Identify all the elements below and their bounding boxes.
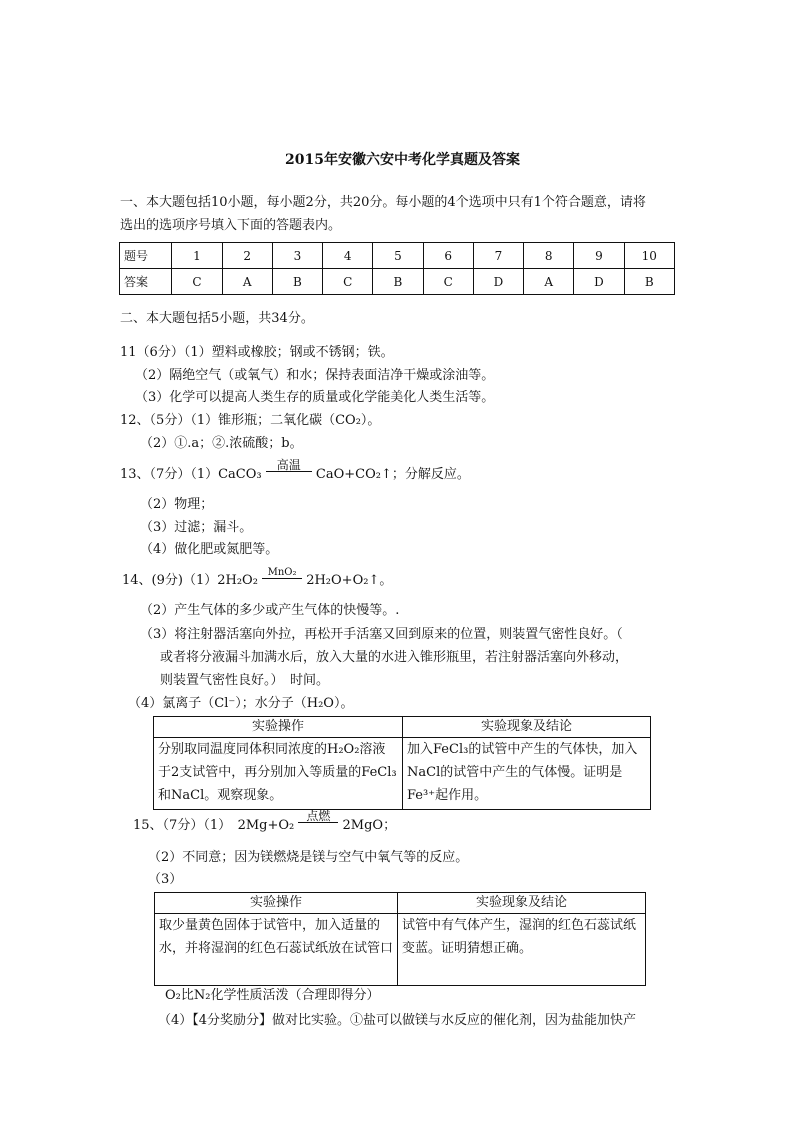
answer-table-cell: 7 — [473, 243, 523, 269]
answer-table-label: 题号 — [120, 243, 172, 269]
answer-table-cell: B — [373, 269, 423, 295]
answer-table-cell: 5 — [373, 243, 423, 269]
answer-table — [119, 242, 675, 295]
q15-product: 2MgO； — [342, 818, 397, 833]
q15-reactant: 15、（7分）（1） 2Mg+O₂ — [133, 818, 295, 833]
answer-table-cell: D — [574, 269, 624, 295]
q14-condition-label: MnO₂ — [267, 567, 297, 578]
answer-table-label: 答案 — [120, 269, 172, 295]
answer-table-cell: 10 — [624, 243, 674, 269]
table-header-cell: 实验现象及结论 — [403, 717, 651, 738]
q15-line4: （4）【4分奖励分】做对比实验。①盐可以做镁与水反应的催化剂，因为盐能加快产 — [158, 1013, 637, 1028]
q13-line3: （3）过滤；漏斗。 — [140, 520, 253, 535]
answer-table-cell: C — [172, 269, 222, 295]
part1-instruction-line2: 选出的选项序号填入下面的答题表内。 — [120, 218, 342, 233]
q14-product: 2H₂O+O₂↑。 — [306, 573, 393, 588]
q11-line1: 11（6分）（1）塑料或橡胶；钢或不锈钢；铁。 — [120, 345, 394, 360]
reaction-arrow-bar — [262, 578, 302, 579]
q13-reactant: 13、（7分）（1）CaCO₃ — [120, 467, 262, 482]
table-row — [154, 738, 651, 810]
answer-table-cell: 3 — [272, 243, 322, 269]
part2-heading: 二、本大题包括5小题，共34分。 — [120, 311, 314, 326]
answer-table-cell: D — [473, 269, 523, 295]
q14-reactant: 14、(9分)（1）2H₂O₂ — [122, 573, 258, 588]
experiment-table-1 — [153, 716, 651, 810]
q14-line3b: 或者将分液漏斗加满水后，放入大量的水进入锥形瓶里，若注射器活塞向外移动， — [160, 650, 629, 665]
answer-table-cell: 8 — [524, 243, 574, 269]
page-title: 2015年安徽六安中考化学真题及答案 — [285, 152, 520, 168]
q13-line2: （2）物理； — [140, 497, 214, 512]
answer-table-cell: 1 — [172, 243, 222, 269]
table-header-row — [154, 717, 651, 738]
q12-line1: 12、（5分）（1）锥形瓶；二氧化碳（CO₂）。 — [120, 413, 381, 428]
q15-condition-label: 点燃 — [306, 809, 331, 823]
answer-table-cell: 9 — [574, 243, 624, 269]
q14-condition — [262, 567, 302, 579]
part1-instruction-line1: 一、本大题包括10小题，每小题2分，共20分。每小题的4个选项中只有1个符合题意，请将 — [120, 195, 646, 210]
answer-table-answer-row — [120, 269, 675, 295]
answer-table-cell: 4 — [323, 243, 373, 269]
q15-line3: （3） — [148, 872, 183, 887]
table-cell: 分别取同温度同体积同浓度的H₂O₂溶液于2支试管中，再分别加入等质量的FeCl₃和NaCl。观察现象。 — [154, 738, 403, 810]
q14-line3a: （3）将注射器活塞向外拉，再松开手活塞又回到原来的位置，则装置气密性良好。（ — [140, 627, 623, 642]
answer-table-cell: C — [423, 269, 473, 295]
table-header-cell: 实验操作 — [154, 717, 403, 738]
q11-line3: （3）化学可以提高人类生存的质量或化学能美化人类生活等。 — [135, 390, 495, 405]
table-header-cell: 实验操作 — [155, 893, 398, 914]
table-row — [155, 914, 646, 986]
q13-condition-label: 高温 — [276, 458, 301, 472]
table-cell: 取少量黄色固体于试管中，加入适量的水，并将湿润的红色石蕊试纸放在试管口 — [155, 914, 398, 986]
q14-line4: （4）氯离子（Cl⁻）；水分子（H₂O）。 — [128, 696, 354, 711]
answer-table-cell: B — [624, 269, 674, 295]
q14-line2: （2）产生气体的多少或产生气体的快慢等。. — [140, 603, 400, 618]
q13-line4: （4）做化肥或氮肥等。 — [140, 542, 279, 557]
q15-equation — [133, 809, 397, 834]
table-cell: 试管中有气体产生，湿润的红色石蕊试纸变蓝。证明猜想正确。 — [398, 914, 646, 986]
q15-note: O₂比N₂化学性质活泼（合理即得分） — [165, 988, 380, 1003]
q12-line2: （2）①.a；②.浓硫酸；b。 — [140, 436, 303, 451]
answer-table-cell: 6 — [423, 243, 473, 269]
q15-line2: （2）不同意；因为镁燃烧是镁与空气中氧气等的反应。 — [148, 850, 469, 865]
q11-line2: （2）隔绝空气（或氧气）和水；保持表面洁净干燥或涂油等。 — [135, 368, 495, 383]
table-cell: 加入FeCl₃的试管中产生的气体快，加入NaCl的试管中产生的气体慢。证明是Fe³⁺起作用。 — [403, 738, 651, 810]
q13-product: CaO+CO₂↑；分解反应。 — [315, 467, 470, 482]
table-header-cell: 实验现象及结论 — [398, 893, 646, 914]
experiment-table-2 — [154, 892, 646, 986]
answer-table-cell: A — [222, 269, 272, 295]
answer-table-number-row — [120, 243, 675, 269]
answer-table-cell: 2 — [222, 243, 272, 269]
q14-equation — [122, 567, 393, 589]
table-header-row — [155, 893, 646, 914]
q13-condition — [266, 459, 312, 472]
answer-table-cell: B — [272, 269, 322, 295]
q15-condition — [298, 810, 338, 823]
q13-equation — [120, 458, 470, 483]
q14-line3c: 则装置气密性良好。） 时间。 — [160, 673, 330, 688]
answer-table-cell: C — [323, 269, 373, 295]
answer-table-cell: A — [524, 269, 574, 295]
